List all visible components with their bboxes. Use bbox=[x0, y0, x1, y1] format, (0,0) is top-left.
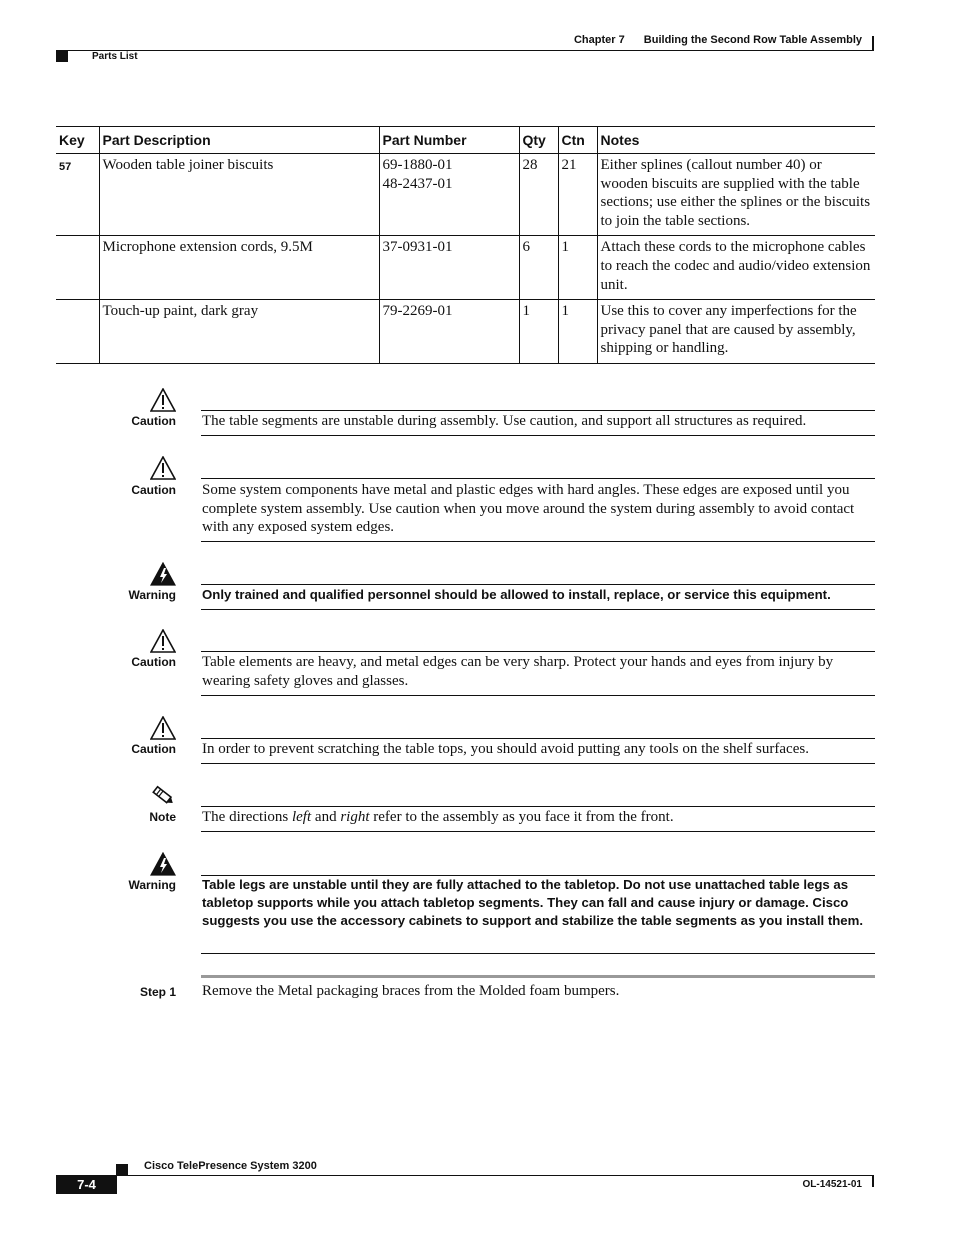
notice-label: Caution bbox=[131, 414, 176, 428]
step-text: Remove the Metal packaging braces from the Molded foam bumpers. bbox=[202, 983, 620, 999]
cell-key bbox=[56, 300, 99, 364]
notice-bottom-rule bbox=[201, 695, 875, 696]
notice-label: Caution bbox=[131, 655, 176, 669]
footer-square bbox=[116, 1164, 128, 1175]
notice-bottom-rule bbox=[201, 831, 875, 832]
notice-text: Only trained and qualified personnel should be allowed to install, replace, or service this equipment. bbox=[202, 587, 831, 602]
notice-top-rule bbox=[201, 584, 875, 585]
notice-top-rule bbox=[201, 806, 875, 807]
footer-bar bbox=[872, 1176, 874, 1187]
cell-qty: 1 bbox=[519, 300, 558, 364]
cell-part-number: 79-2269-01 bbox=[379, 300, 519, 364]
column-header-description: Part Description bbox=[99, 127, 379, 154]
page-number: 7-4 bbox=[56, 1175, 117, 1194]
step-rule bbox=[201, 975, 875, 978]
notice-bottom-rule bbox=[201, 609, 875, 610]
header-rule bbox=[56, 50, 874, 51]
notice-top-rule bbox=[201, 410, 875, 411]
caution-triangle-icon bbox=[150, 716, 176, 740]
cell-part-number: 37-0931-01 bbox=[379, 236, 519, 300]
notice-top-rule bbox=[201, 738, 875, 739]
note-text-part: The directions bbox=[202, 809, 292, 825]
cell-ctn: 21 bbox=[558, 154, 597, 236]
cell-ctn: 1 bbox=[558, 236, 597, 300]
part-number: 48-2437-01 bbox=[382, 175, 453, 192]
notice-text: Table legs are unstable until they are fully attached to the tabletop. Do not use unattached table legs as tabletop supports while you attach tabletop segments. They can fall and cause injury or damage. Cisco suggests you use the accessory cabinets to support and stabilize the table segments as you install them. bbox=[202, 877, 864, 928]
header-square bbox=[56, 51, 68, 62]
column-header-part-number: Part Number bbox=[379, 127, 519, 154]
column-header-ctn: Ctn bbox=[558, 127, 597, 154]
cell-key: 57 bbox=[56, 154, 99, 236]
footer-product-title: Cisco TelePresence System 3200 bbox=[144, 1160, 317, 1172]
notice-text bbox=[202, 808, 876, 827]
notice-bottom-rule bbox=[201, 435, 875, 436]
column-header-key: Key bbox=[56, 127, 99, 154]
chapter-number: Chapter 7 bbox=[573, 34, 625, 46]
notice-bottom-rule bbox=[201, 541, 875, 542]
caution-triangle-icon bbox=[150, 629, 176, 653]
table-row bbox=[56, 154, 875, 236]
notice-label: Caution bbox=[131, 483, 176, 497]
notice-text: Table elements are heavy, and metal edges can be very sharp. Protect your hands and eyes from injury by wearing safety gloves and glasses. bbox=[202, 654, 834, 689]
notice-label: Caution bbox=[131, 742, 176, 756]
cell-description: Wooden table joiner biscuits bbox=[99, 154, 379, 236]
notice-top-rule bbox=[201, 478, 875, 479]
notice-label: Warning bbox=[128, 588, 176, 602]
cell-description: Touch-up paint, dark gray bbox=[99, 300, 379, 364]
step-label: Step 1 bbox=[139, 985, 176, 999]
part-number: 69-1880-01 bbox=[382, 157, 453, 173]
notice-text: Some system components have metal and plastic edges with hard angles. These edges are exposed until you complete system assembly. Use caution when you move around the system during assembly to avoid contact with any exposed system edges. bbox=[202, 482, 855, 536]
table-row bbox=[56, 236, 875, 300]
warning-triangle-icon bbox=[150, 852, 176, 876]
notice-text: The table segments are unstable during assembly. Use caution, and support all structures as required. bbox=[202, 413, 807, 429]
cell-part-number bbox=[379, 154, 519, 236]
cell-description: Microphone extension cords, 9.5M bbox=[99, 236, 379, 300]
running-header bbox=[574, 34, 862, 46]
header-bar bbox=[872, 36, 874, 50]
caution-triangle-icon bbox=[150, 388, 176, 412]
cell-ctn: 1 bbox=[558, 300, 597, 364]
section-title: Parts List bbox=[92, 51, 138, 62]
notice-text: In order to prevent scratching the table tops, you should avoid putting any tools on the shelf surfaces. bbox=[202, 741, 809, 757]
footer-rule bbox=[56, 1175, 874, 1176]
caution-triangle-icon bbox=[150, 456, 176, 480]
table-header-row bbox=[56, 127, 875, 154]
chapter-title: Building the Second Row Table Assembly bbox=[643, 34, 862, 46]
table-row bbox=[56, 300, 875, 364]
emphasis-left: left bbox=[291, 809, 312, 825]
cell-notes: Either splines (callout number 40) or wooden biscuits are supplied with the table sections; use either the splines or the biscuits to join the table sections. bbox=[597, 154, 875, 236]
cell-key bbox=[56, 236, 99, 300]
warning-triangle-icon bbox=[150, 562, 176, 586]
notice-top-rule bbox=[201, 651, 875, 652]
cell-qty: 28 bbox=[519, 154, 558, 236]
cell-notes: Attach these cords to the microphone cables to reach the codec and audio/video extension unit. bbox=[597, 236, 875, 300]
emphasis-right: right bbox=[340, 809, 370, 825]
column-header-qty: Qty bbox=[519, 127, 558, 154]
cell-qty: 6 bbox=[519, 236, 558, 300]
note-text-part: refer to the assembly as you face it from the front. bbox=[369, 809, 674, 825]
notice-label: Note bbox=[149, 810, 176, 824]
note-text-part: and bbox=[311, 809, 341, 825]
parts-table bbox=[56, 126, 875, 364]
notice-label: Warning bbox=[128, 878, 176, 892]
notice-bottom-rule bbox=[201, 763, 875, 764]
note-pencil-icon bbox=[150, 784, 176, 808]
document-number: OL-14521-01 bbox=[802, 1179, 862, 1190]
column-header-notes: Notes bbox=[597, 127, 875, 154]
notice-bottom-rule bbox=[201, 953, 875, 954]
cell-notes: Use this to cover any imperfections for the privacy panel that are caused by assembly, shipping or handling. bbox=[597, 300, 875, 364]
